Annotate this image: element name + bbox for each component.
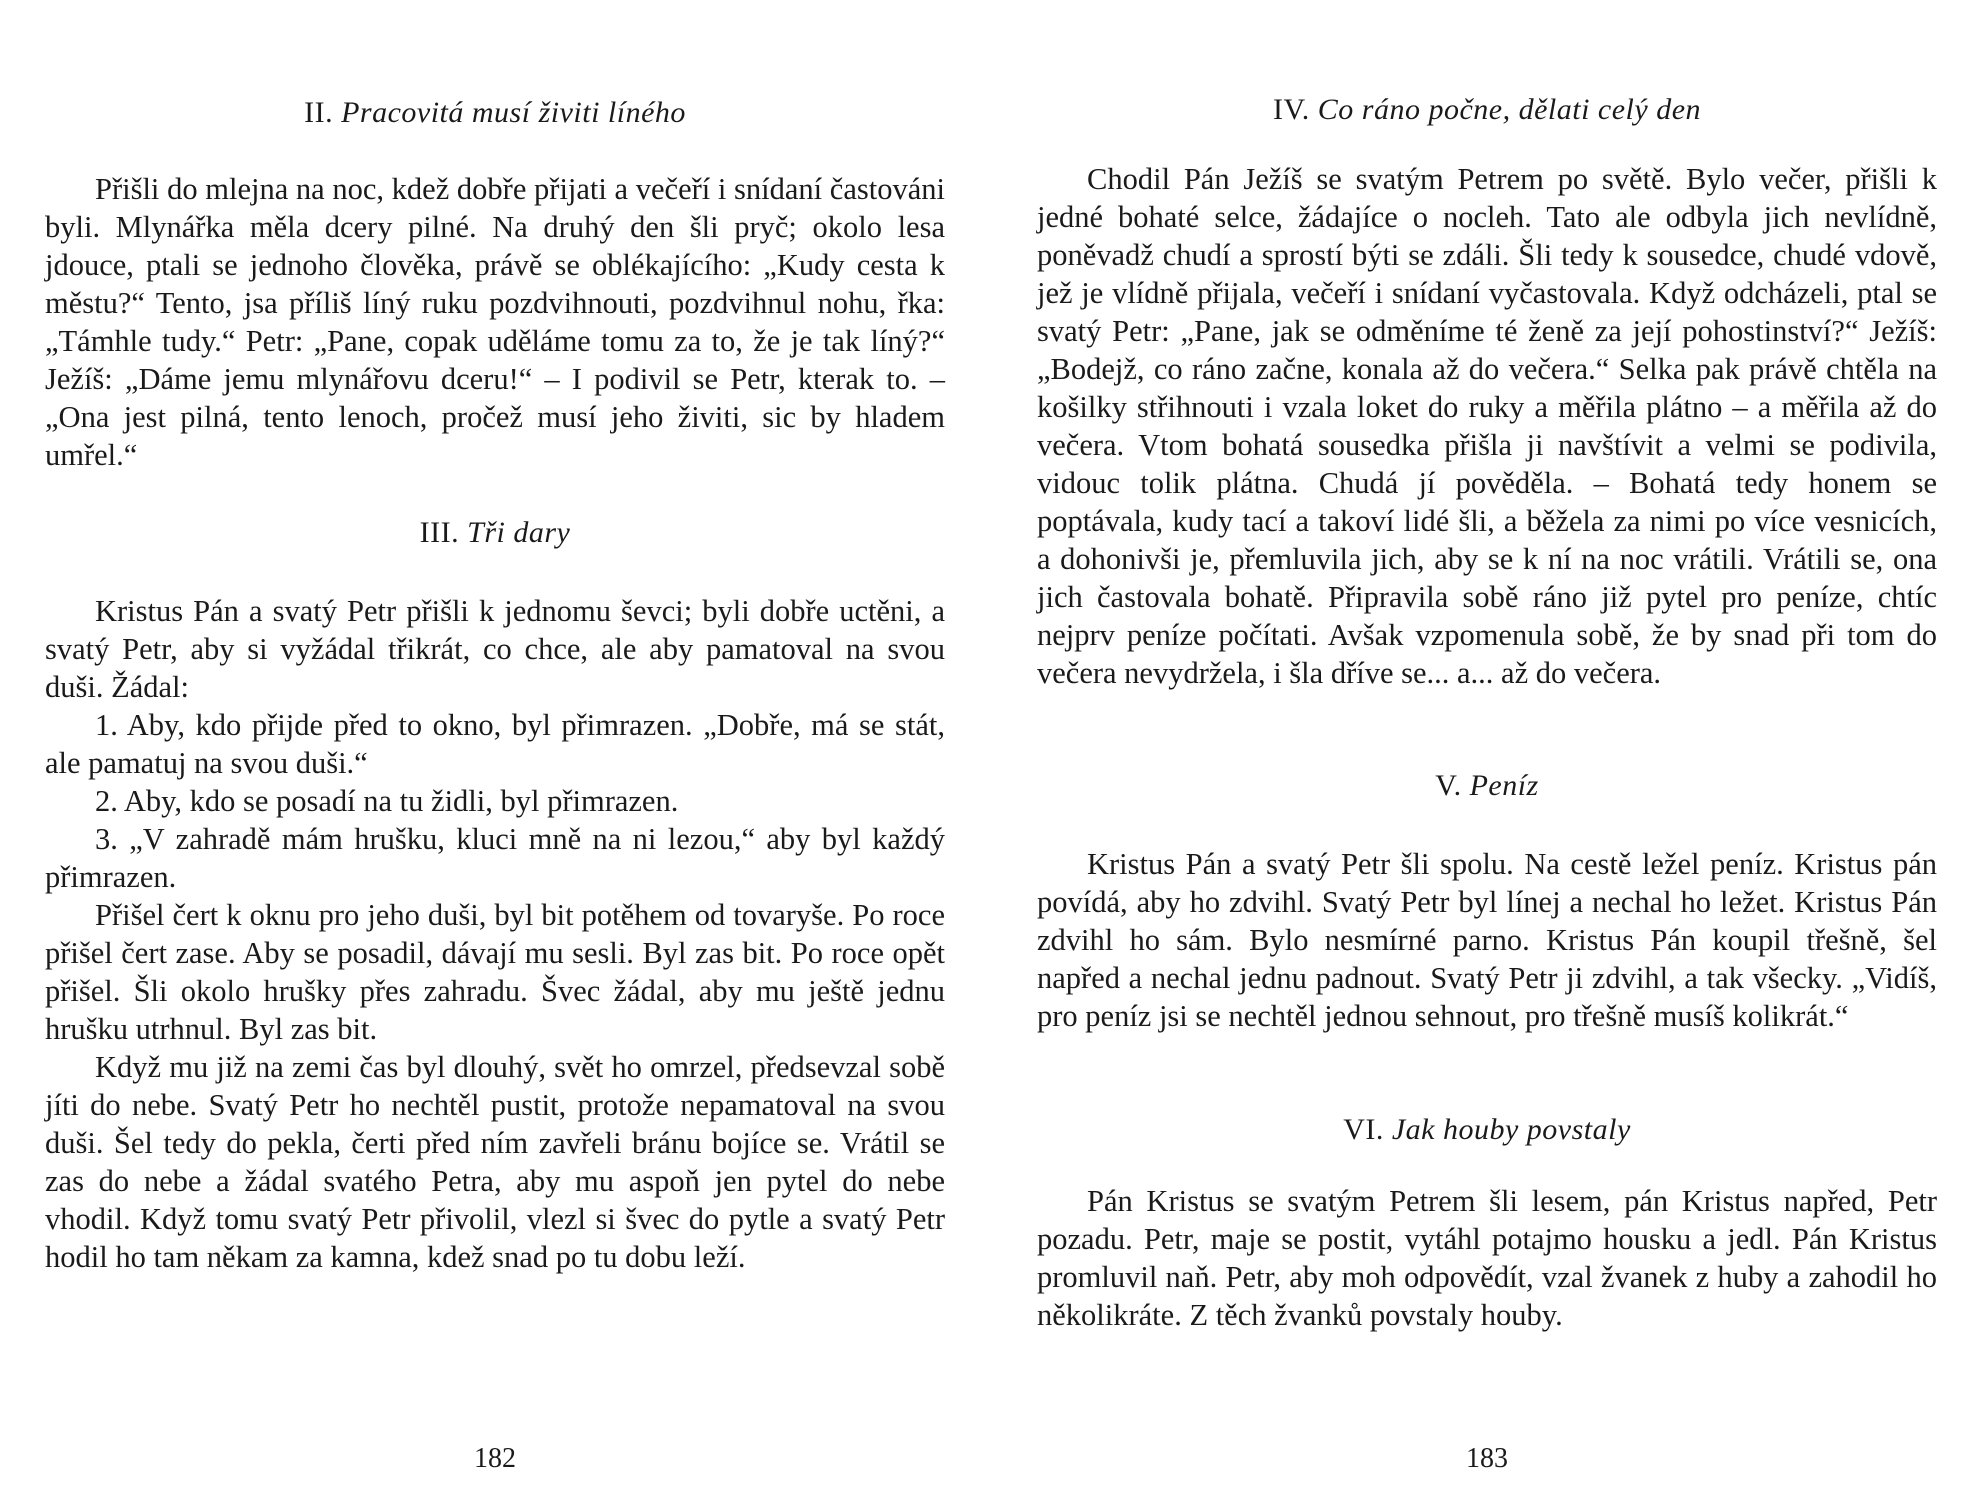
section-iv-body (1037, 160, 1937, 692)
list-item: 1. Aby, kdo přijde před to okno, byl přimrazen. „Dobře, má se stát, ale pamatuj na svou duši.“ (45, 708, 945, 780)
section-ii-body (45, 170, 945, 474)
page-number: 183 (1466, 1443, 1508, 1474)
section-iii-heading (45, 515, 945, 551)
paragraph: Kristus Pán a svatý Petr přišli k jednomu ševci; byli dobře uctěni, a svatý Petr, aby si vyžádal třikrát, co chce, ale aby pamatoval na svou duši. Žádal: (45, 594, 945, 704)
section-heading (1037, 768, 1937, 804)
section-heading (1037, 92, 1937, 128)
section-number: IV. (1272, 93, 1310, 126)
section-title: Peníz (1469, 769, 1539, 802)
section-heading (1037, 1112, 1937, 1148)
section-title: Pracovitá musí živiti líného (341, 96, 686, 129)
section-iv-heading (1037, 92, 1937, 128)
section-title: Jak houby povstaly (1391, 1113, 1631, 1146)
page-number: 182 (474, 1443, 516, 1474)
section-title: Co ráno počne, dělati celý den (1317, 93, 1702, 126)
section-number: V. (1435, 769, 1462, 802)
section-heading (45, 515, 945, 551)
section-v-heading (1037, 768, 1937, 804)
section-number: II. (304, 96, 334, 129)
paragraph: Pán Kristus se svatým Petrem šli lesem, pán Kristus napřed, Petr pozadu. Petr, maje se postit, vytáhl potajmo housku a jedl. Pán Kristus promluvil naň. Petr, aby moh odpovědít, vzal žvanek z huby a zahodil ho několikráte. Z těch žvanků povstaly houby. (1037, 1184, 1937, 1332)
section-title: Tři dary (467, 516, 571, 549)
section-ii-heading (45, 95, 945, 131)
paragraph: Přišli do mlejna na noc, kdež dobře přijati a večeří i snídaní častováni byli. Mlynářka měla dcery pilné. Na druhý den šli pryč; okolo lesa jdouce, ptali se jednoho člověka, právě se oblékajícího: „Kudy cesta k městu?“ Tento, jsa příliš líný ruku pozdvihnouti, pozdvihnul nohu, řka: „Támhle tudy.“ Petr: „Pane, copak uděláme tomu za to, že je tak líný?“ Ježíš: „Dáme jemu mlynářovu dceru!“ – I podivil se Petr, kterak to. – „Ona jest pilná, tento lenoch, pročež musí jeho živiti, sic by hladem umřel.“ (45, 172, 945, 472)
right-page (1037, 0, 1937, 1500)
section-v-body (1037, 845, 1937, 1035)
list-item: 2. Aby, kdo se posadí na tu židli, byl přimrazen. (95, 784, 679, 818)
left-page (45, 0, 945, 1500)
paragraph: Chodil Pán Ježíš se svatým Petrem po světě. Bylo večer, přišli k jedné bohaté selce, žádajíce o nocleh. Tato ale odbyla jich nevlídně, poněvadž chudí a sprostí býti se zdáli. Šli tedy k sousedce, chudé vdově, jež je vlídně přijala, večeří i snídaní vyčastovala. Když odcházeli, ptal se svatý Petr: „Pane, jak se odměníme té ženě za její pohostinství?“ Ježíš: „Bodejž, co ráno začne, konala až do večera.“ Selka pak právě chtěla na košilky střihnouti i vzala loket do ruky a měřila plátno – a měřila až do večera. Vtom bohatá sousedka přišla ji navštívit a velmi se podivila, vidouc tolik plátna. Chudá jí pověděla. – Bohatá tedy honem se poptávala, kudy tací a takoví lidé šli, a běžela za nimi po více vesnicích, a dohonivši je, přemluvila jich, aby se k ní na noc vrátili. Vrátili se, ona jich častovala bohatě. Připravila sobě ráno již pytel pro peníze, chtíc nejprv peníze počítati. Avšak vzpomenula sobě, že by snad při tom do večera nevydržela, i šla dříve se... a... až do večera. (1037, 162, 1937, 690)
section-vi-body (1037, 1182, 1937, 1334)
section-number: VI. (1343, 1113, 1384, 1146)
section-vi-heading (1037, 1112, 1937, 1148)
section-heading (45, 95, 945, 131)
section-number: III. (419, 516, 460, 549)
paragraph: Když mu již na zemi čas byl dlouhý, svět ho omrzel, předsevzal sobě jíti do nebe. Svatý Petr ho nechtěl pustit, protože nepamatoval na svou duši. Šel tedy do pekla, čerti před ním zavřeli bránu bojíce se. Vrátil se zas do nebe a žádal svatého Petra, aby mu aspoň jen pytel do nebe vhodil. Když tomu svatý Petr přivolil, vlezl si švec do pytle a svatý Petr hodil ho tam někam za kamna, kdež snad po tu dobu leží. (45, 1050, 945, 1274)
paragraph: Přišel čert k oknu pro jeho duši, byl bit potěhem od tovaryše. Po roce přišel čert zase. Aby se posadil, dávají mu sesli. Byl zas bit. Po roce opět přišel. Šli okolo hrušky přes zahradu. Švec žádal, aby mu ještě jednu hrušku utrhnul. Byl zas bit. (45, 898, 945, 1046)
list-item: 3. „V zahradě mám hrušku, kluci mně na ni lezou,“ aby byl každý přimrazen. (45, 822, 945, 894)
paragraph: Kristus Pán a svatý Petr šli spolu. Na cestě ležel peníz. Kristus pán povídá, aby ho zdvihl. Svatý Petr byl línej a nechal ho ležet. Kristus Pán zdvihl ho sám. Bylo nesmírné parno. Kristus Pán koupil třešně, šel napřed a nechal jednu padnout. Svatý Petr ji zdvihl, a tak všecky. „Vidíš, pro peníz jsi se nechtěl jednou sehnout, pro třešně musíš kolikrát.“ (1037, 847, 1937, 1033)
section-iii-body (45, 592, 945, 1276)
